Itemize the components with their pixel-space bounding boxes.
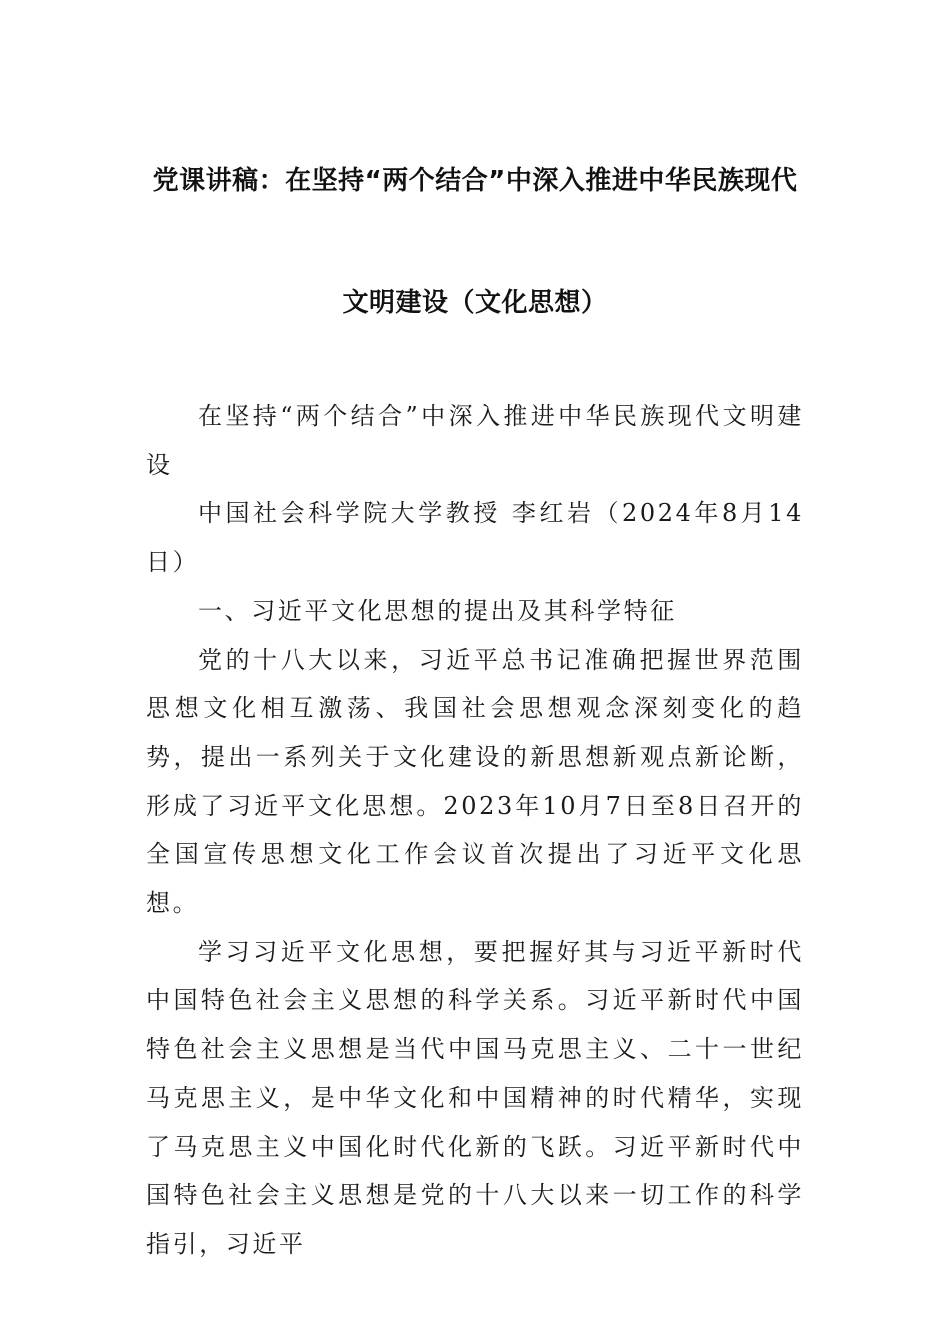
- document-title-line2: 文明建设（文化思想）: [342, 288, 608, 318]
- section-heading: 一、习近平文化思想的提出及其科学特征: [198, 596, 677, 625]
- paragraph-author: 中国社会科学院大学教授 李红岩（2024年8月14日）: [146, 499, 804, 577]
- paragraph: 党的十八大以来，习近平总书记准确把握世界范围思想文化相互激荡、我国社会思想观念深刻变化的趋势，提出一系列关于文化建设的新思想新观点新论断，形成了习近平文化思想。2023年10月7日至8日召开的全国宣传思想文化工作会议首次提出了习近平文化思想。: [146, 645, 804, 918]
- document-title-line1: 党课讲稿：在坚持“两个结合”中深入推进中华民族现代: [152, 166, 798, 196]
- paragraph-subtitle: 在坚持“两个结合”中深入推进中华民族现代文明建设: [146, 402, 804, 479]
- paragraph: 学习习近平文化思想，要把握好其与习近平新时代中国特色社会主义思想的科学关系。习近平新时代中国特色社会主义思想是当代中国马克思主义、二十一世纪马克思主义，是中华文化和中国精神的时代精华，实现了马克思主义中国化时代化新的飞跃。习近平新时代中国特色社会主义思想是党的十八大以来一切工作的科学指引，习近平: [146, 937, 804, 1258]
- document-body: [146, 392, 804, 1269]
